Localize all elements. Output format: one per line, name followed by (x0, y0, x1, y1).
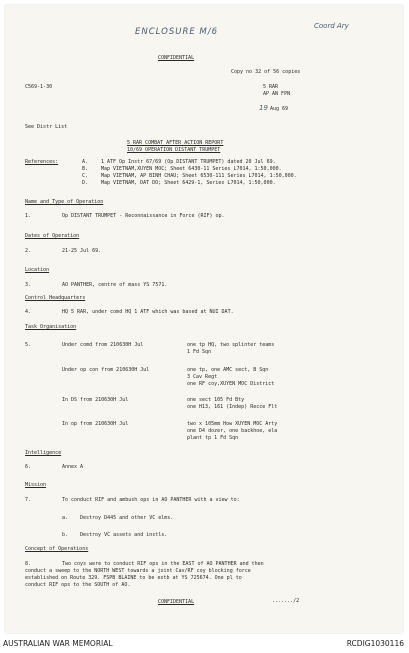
reference-text: 1 ATF Op Instr 67/69 (Op DISTANT TRUMPET) dated 20 Jul 69. (101, 159, 276, 165)
task-org-period: Under op con from 210630H Jul (62, 367, 150, 373)
task-org-period: In op from 210630H Jul (62, 421, 129, 427)
paragraph-number: 7. (25, 497, 32, 503)
credit-bar (0, 634, 409, 653)
reference-text: Map VIETNAM, DAT DO; Sheet 6429-1, Series L7014, 1:50,000. (101, 180, 276, 186)
paragraph-number: 4. (25, 309, 32, 315)
paragraph-number: 2. (25, 248, 32, 254)
credit-institution: AUSTRALIAN WAR MEMORIAL (3, 639, 113, 648)
paragraph-text: HQ 5 RAR, under comd HQ 1 ATF which was based at NUI DAT. (62, 309, 234, 315)
section-heading: Dates of Operation (25, 233, 80, 239)
section-heading: Control Headquarters (25, 295, 86, 301)
reference-text: Map VIETNAM,XUYEN MOC; Sheet 6430-11 Series L7014, 1:50,000. (101, 166, 282, 172)
section-heading: Mission (25, 482, 47, 488)
paragraph-text: Two coys were to conduct RIF ops in the EAST of AO PANTHER and then (62, 561, 264, 567)
paragraph-number: 6. (25, 464, 32, 470)
section-heading: Intelligence (25, 450, 62, 456)
task-org-unit: two x 105mm How XUYEN MOC Arty (187, 421, 278, 427)
task-org-unit: one H13, 161 (Indep) Recce Flt (187, 404, 278, 410)
paragraph-number: 1. (25, 213, 32, 219)
section-heading: Task Organisation (25, 324, 77, 330)
paragraph-text: Annex A (62, 464, 84, 470)
paragraph-number: 8. (25, 561, 32, 567)
mission-item-key: a. (62, 515, 69, 521)
task-org-period: In DS from 210630H Jul (62, 397, 129, 403)
unit-location: AP AN FPN (263, 91, 291, 97)
task-org-unit: one sect 105 Fd Bty (187, 397, 245, 403)
task-org-unit: one D4 dozer, one backhoe, ela (187, 428, 278, 434)
reference-key: C. (82, 173, 89, 179)
distribution-line: See Distr List (25, 124, 68, 130)
task-org-unit: 1 Fd Sqn (187, 349, 212, 355)
corner-annotation: Coord Ary (314, 22, 349, 30)
task-org-unit: plant tp 1 Fd Sqn (187, 435, 239, 441)
enclosure-annotation: ENCLOSURE M/6 (135, 27, 219, 37)
section-heading: Location (25, 267, 50, 273)
references-label: References: (25, 159, 59, 165)
paragraph-number: 5. (25, 342, 32, 348)
paragraph-number: 3. (25, 282, 32, 288)
reference-key: A. (82, 159, 89, 165)
classification-bottom: CONFIDENTIAL (158, 599, 195, 605)
unit-name: 5 RAR (263, 84, 279, 90)
document-page (5, 5, 403, 633)
paragraph-text: conduct a sweep to the NORTH WEST towards a joint Cav/RF coy blocking force (25, 568, 251, 574)
reference-text: Map VIETNAM, AP BINH CHAU; Sheet 6530-111 Series L7014, 1:50,000. (101, 173, 297, 179)
task-org-unit: 3 Cav Regt (187, 374, 218, 380)
paragraph-text: AO PANTHER, centre of mass YS 7571. (62, 282, 168, 288)
paragraph-text: 21-25 Jul 69. (62, 248, 102, 254)
reference-key: B. (82, 166, 89, 172)
section-heading: Name and Type of Operation (25, 199, 104, 205)
paragraph-text: Op DISTANT TRUMPET - Reconnaissance in Force (RIF) op. (62, 213, 225, 219)
mission-item-key: b. (62, 532, 69, 538)
task-org-period: Under comd from 210630H Jul (62, 342, 144, 348)
copy-number: Copy no 32 of 56 copies (231, 69, 301, 75)
report-date: Aug 69 (270, 106, 289, 112)
report-title: 5 RAR COMBAT AFTER ACTION REPORT (127, 140, 224, 146)
continuation-marker: ......./2 (272, 598, 300, 604)
report-subtitle: 10/69 OPERATION DISTANT TRUMPET (127, 147, 221, 153)
section-heading: Concept of Operations (25, 546, 89, 552)
paragraph-text: established on Route 329. FSPB BLAINE to be estb at YS 725674. One pl to (25, 575, 242, 581)
classification-top: CONFIDENTIAL (158, 55, 195, 61)
paragraph-text: conduct RIF ops to the SOUTH of AO. (25, 582, 131, 588)
reference-key: D. (82, 180, 89, 186)
task-org-unit: one tp, one AMC sect, B Sqn (187, 367, 269, 373)
paragraph-text: To conduct RIF and ambush ops in AO PANTHER with a view to: (62, 497, 240, 503)
credit-record-id: RCDIG1030116 (346, 639, 404, 648)
task-org-unit: one RF coy,XUYEN MOC District (187, 381, 275, 387)
mission-item-text: Destroy VC assets and instls. (80, 532, 168, 538)
mission-item-text: Destroy D445 and other VC elms. (80, 515, 174, 521)
task-org-unit: one tp HQ, two splinter teams (187, 342, 275, 348)
date-handwritten: 19 (259, 104, 268, 112)
file-reference: C569-1-30 (25, 84, 53, 90)
